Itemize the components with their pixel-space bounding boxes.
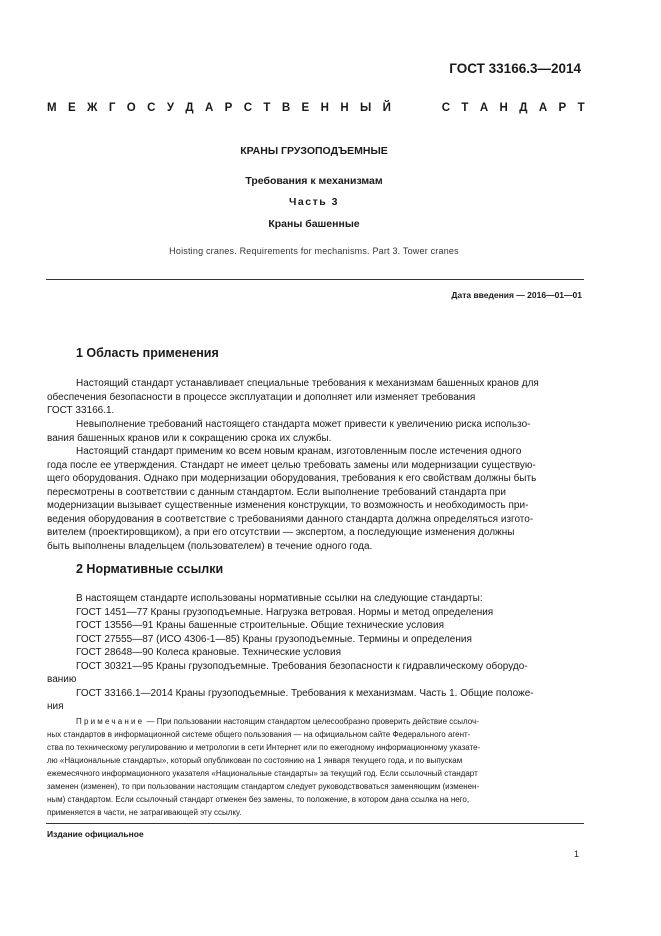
s1-p3-line: модернизации вызывает существенные изменения конструкции, то возможность и необходимость при- xyxy=(47,500,529,511)
s1-p3-line: щего оборудования. Однако при модернизации оборудования, требования к его свойствам должны быть xyxy=(47,473,537,484)
document-subtitle: Требования к механизмам xyxy=(245,175,383,187)
document-number: ГОСТ 33166.3—2014 xyxy=(449,61,581,76)
banner-letter: Н xyxy=(340,102,349,114)
s1-p3-line: Настоящий стандарт применим ко всем новым кранам, изготовленным после истечения одного xyxy=(76,446,522,457)
normative-reference: ГОСТ 1451—77 Краны грузоподъемные. Нагрузка ветровая. Нормы и метод определения xyxy=(76,606,494,618)
banner-letter: Ж xyxy=(87,102,98,114)
banner-letter: Й xyxy=(382,102,391,114)
s1-p1-line: обеспечения безопасности в процессе эксплуатации и дополняет или изменяет требования xyxy=(47,391,476,403)
note-line: — При пользовании настоящим стандартом целесообразно проверить действие ссылоч- xyxy=(146,717,479,726)
s1-p3-line: быть выполнены владельцем (пользователем) в течение одного года. xyxy=(47,540,373,552)
banner-letter: М xyxy=(47,102,57,114)
banner-letter: С xyxy=(147,102,156,114)
banner-letter: Г xyxy=(108,102,116,114)
banner-letter: Е xyxy=(301,102,310,114)
note-line: применяется в части, не затрагивающей эту ссылку. xyxy=(47,808,242,817)
s1-p3-line: года после ее утверждения. Стандарт не имеет целью требовать замены или модернизации существую- xyxy=(47,459,536,471)
banner-letter: А xyxy=(538,102,548,114)
banner-letter: Н xyxy=(499,102,508,114)
note-line: лю «Национальные стандарты», который опубликован по состоянию на 1 января текущего года, и по выпускам xyxy=(47,756,463,765)
document-title: КРАНЫ ГРУЗОПОДЪЕМНЫЕ xyxy=(240,145,388,157)
s1-p3-line: вителем (проектировщиком), а при его отсутствии — экспертом, а последующие изменения должны xyxy=(47,527,515,538)
edition-label: Издание официальное xyxy=(47,829,144,839)
banner-letter: Р xyxy=(558,102,567,114)
note-line: ства по техническому регулированию и метрологии в сети Интернет или по ежегодному информационному указате- xyxy=(47,743,481,752)
banner-letter: Ы xyxy=(360,102,372,114)
banner-letter: Т xyxy=(263,102,271,114)
banner-letter: Т xyxy=(461,102,469,114)
banner-letter: Т xyxy=(577,102,585,114)
banner-letter: С xyxy=(441,102,451,114)
s2-intro: В настоящем стандарте использованы нормативные ссылки на следующие стандарты: xyxy=(76,593,483,604)
s1-p1-line: ГОСТ 33166.1. xyxy=(47,405,115,416)
banner-letter: Д xyxy=(519,102,528,114)
introduction-date: Дата введения — 2016—01—01 xyxy=(451,290,582,300)
banner-gap xyxy=(402,102,430,114)
banner-letter: Е xyxy=(67,102,76,114)
note-line: ежемесячного информационного указателя «Национальные стандарты» за текущий год. Если ссылочный стандарт xyxy=(47,769,478,778)
section-2-heading: 2 Нормативные ссылки xyxy=(76,562,224,576)
document-part: Часть 3 xyxy=(289,196,339,208)
normative-reference: ГОСТ 30321—95 Краны грузоподъемные. Требования безопасности к гидравлическому оборудо- xyxy=(76,660,528,672)
normative-reference: ГОСТ 27555—87 (ИСО 4306-1—85) Краны грузоподъемные. Термины и определения xyxy=(76,633,472,645)
normative-reference-cont: ванию xyxy=(47,674,77,685)
note-line: заменен (изменен), то при пользовании настоящим стандартом следует руководствоваться заменяющим (изменен- xyxy=(47,782,480,791)
s1-p1-line: Настоящий стандарт устанавливает специальные требования к механизмам башенных кранов для xyxy=(76,378,539,389)
banner-letter: А xyxy=(479,102,489,114)
normative-reference: ГОСТ 33166.1—2014 Краны грузоподъемные. Требования к механизмам. Часть 1. Общие положе- xyxy=(76,687,534,699)
normative-reference-cont: ния xyxy=(47,701,64,712)
normative-reference: ГОСТ 28648—90 Колеса крановые. Технические условия xyxy=(76,647,341,658)
banner-letter: О xyxy=(126,102,136,114)
s1-p3-line: пересмотрены в соответствии с данным стандартом. Если выполнение требований стандарта при xyxy=(47,486,506,498)
banner-letter: Н xyxy=(320,102,329,114)
note-line: ных стандартов в информационной системе общего пользования — на официальном сайте Федерального агент- xyxy=(47,730,471,739)
normative-reference: ГОСТ 13556—91 Краны башенные строительные. Общие технические условия xyxy=(76,620,444,631)
page-number: 1 xyxy=(573,849,579,859)
banner-letter: Р xyxy=(224,102,233,114)
banner-letter: У xyxy=(166,102,174,114)
note-first-line xyxy=(76,717,479,726)
banner-letter: Д xyxy=(185,102,194,114)
english-title: Hoisting cranes. Requirements for mechanisms. Part 3. Tower cranes xyxy=(169,246,459,256)
document-part-title: Краны башенные xyxy=(268,218,360,230)
banner-letter: С xyxy=(243,102,253,114)
banner-letter: А xyxy=(204,102,214,114)
footer-divider xyxy=(46,823,584,824)
s1-p3-line: ведения оборудования в соответствие с требованиями данного стандарта должна определяться изгото- xyxy=(47,513,534,525)
title-divider xyxy=(46,279,584,280)
banner-letter: В xyxy=(281,102,291,114)
s1-p2-line: вания башенных кранов или к сокращению срока их службы. xyxy=(47,432,332,444)
s1-p2-line: Невыполнение требований настоящего стандарта может привести к увеличению риска использо- xyxy=(76,419,531,430)
note-label: Примечание xyxy=(76,717,145,726)
note-line: ным) стандартом. Если ссылочный стандарт отменен без замены, то положение, в котором дана ссылка на него, xyxy=(47,795,470,804)
standard-banner xyxy=(47,102,585,114)
section-1-heading: 1 Область применения xyxy=(76,346,219,360)
